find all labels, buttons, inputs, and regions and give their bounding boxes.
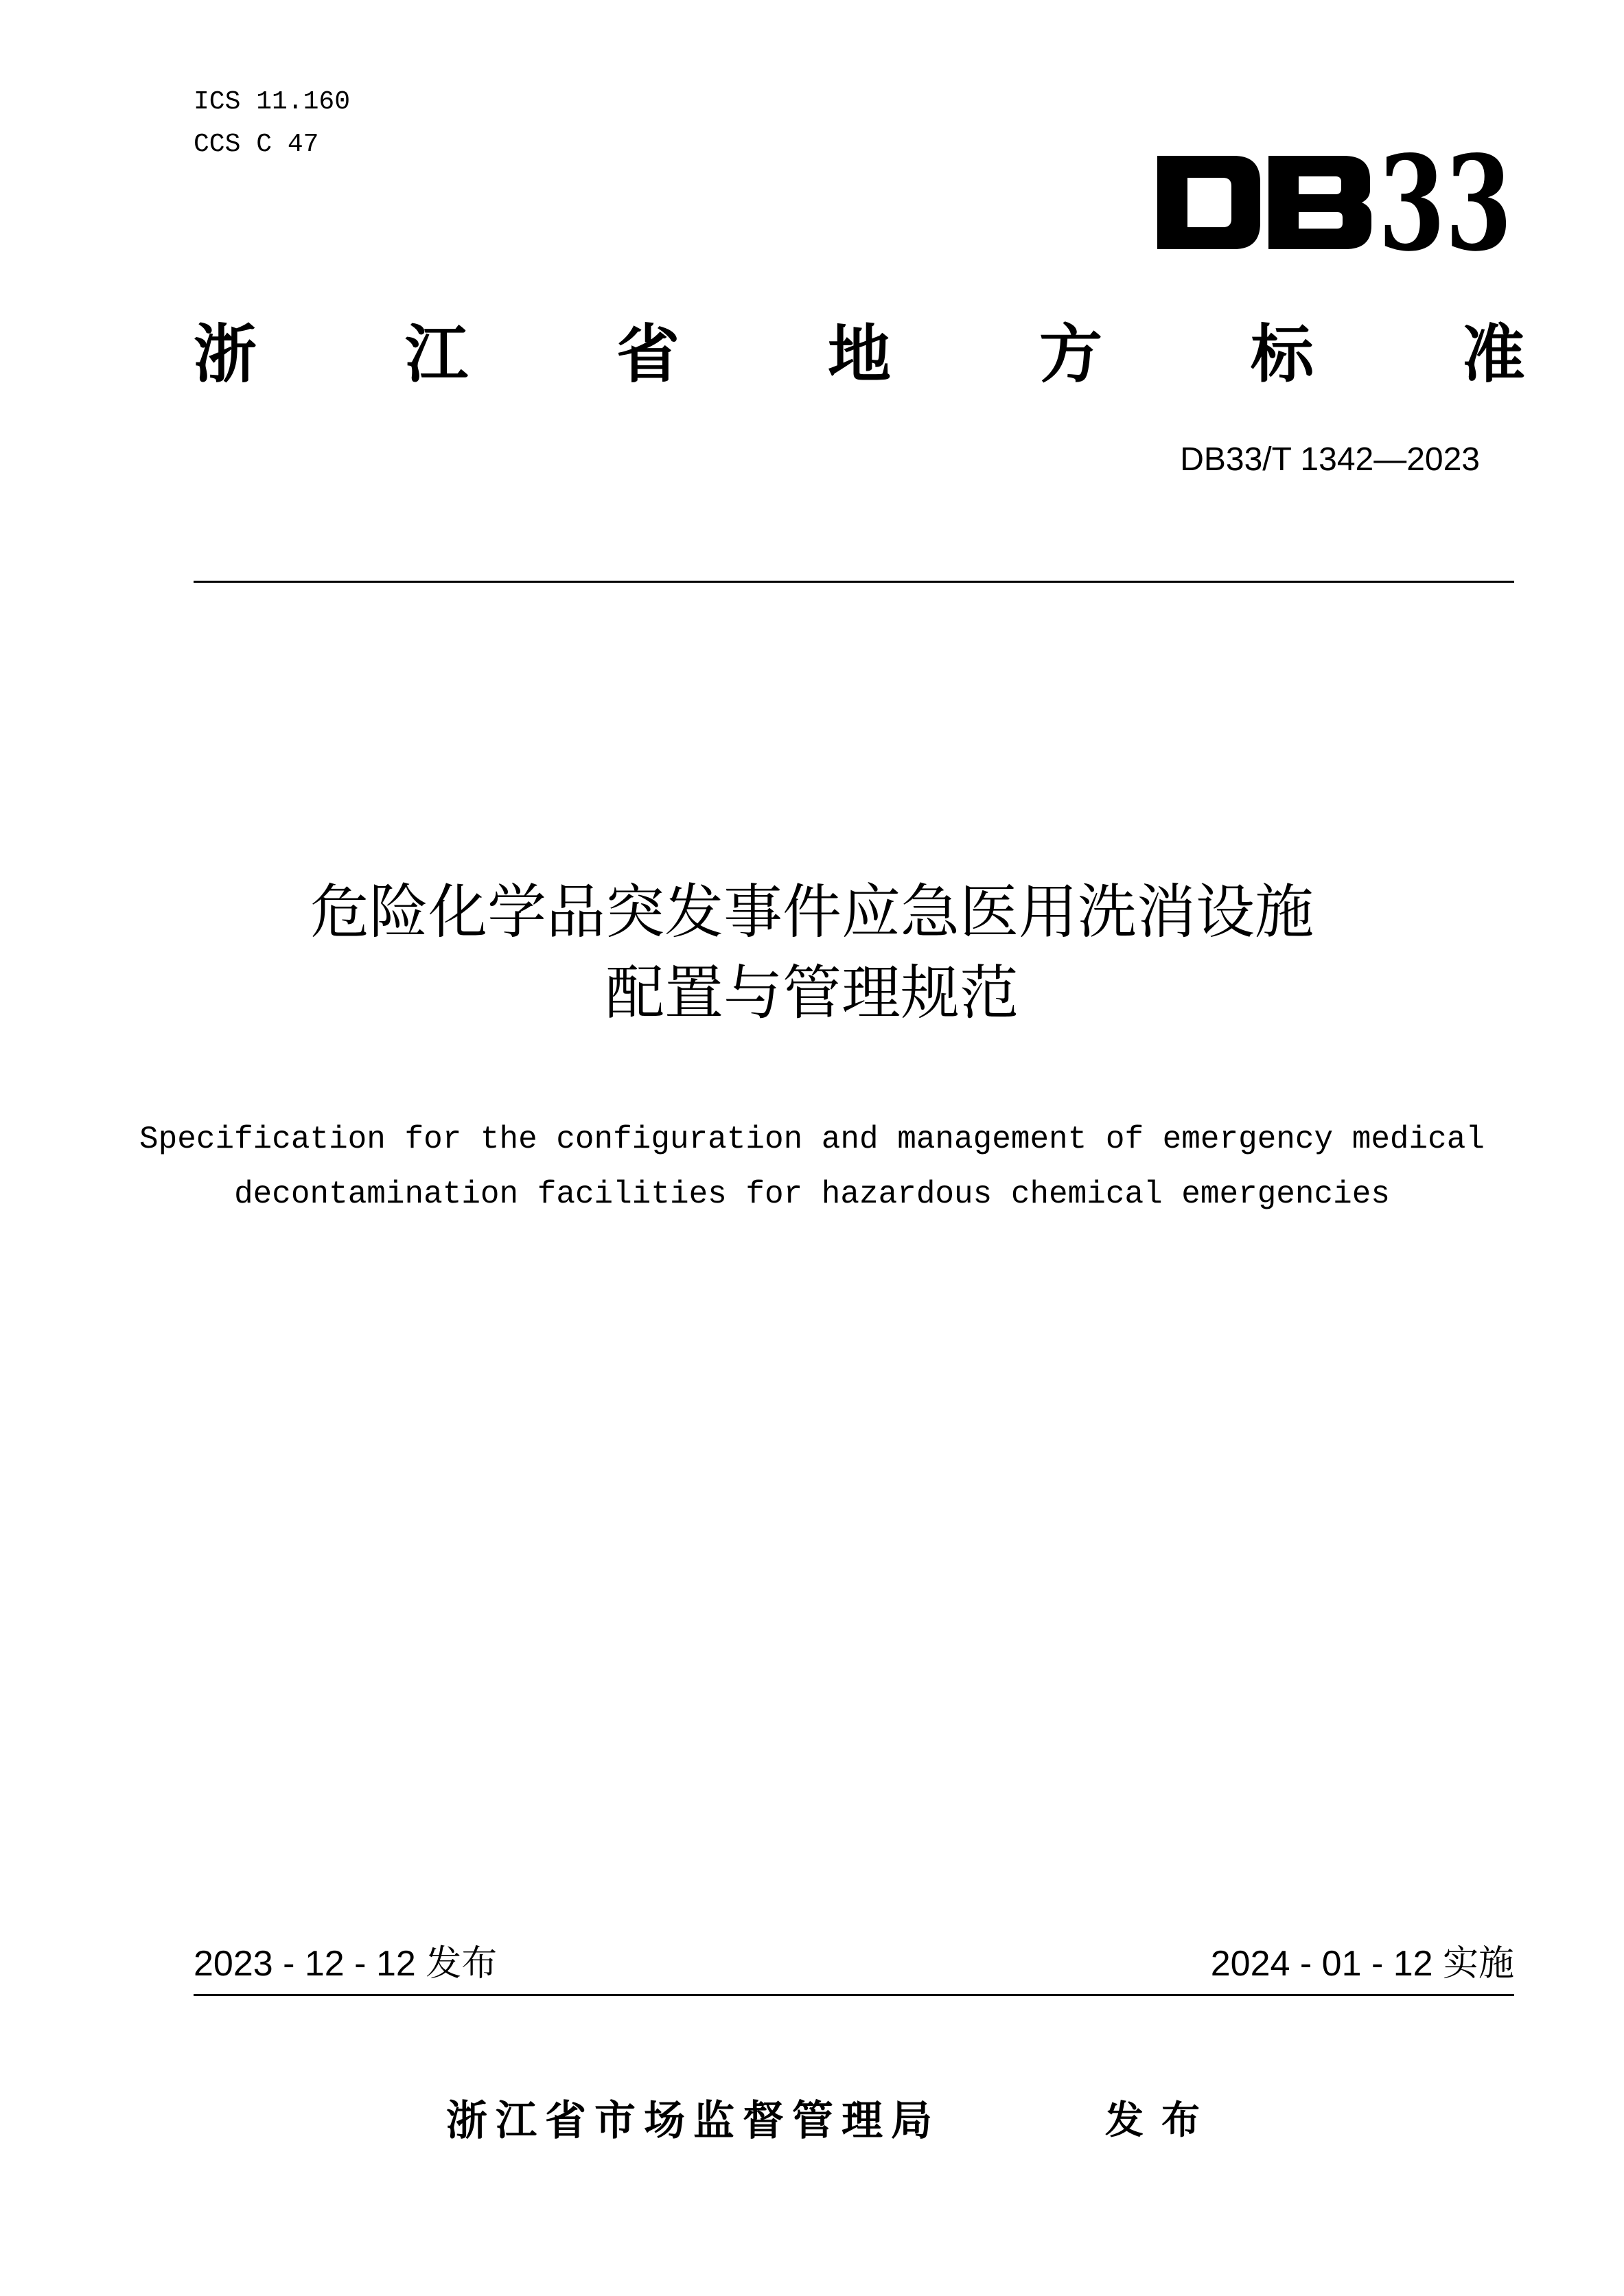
logo-letter-d [1157, 156, 1260, 249]
standard-type-char: 标 [1250, 318, 1314, 391]
publish-label: 发布 [1105, 2098, 1218, 2143]
logo-digits: 33 [1378, 127, 1512, 280]
standard-number: DB33/T 1342—2023 [1180, 441, 1480, 478]
standard-type-char: 方 [1039, 318, 1102, 391]
english-title-line-2: decontamination facilities for hazardous chemical emergencies [234, 1176, 1390, 1212]
top-divider [194, 581, 1514, 583]
ics-code: ICS 11.160 [194, 87, 351, 117]
standard-type-char: 江 [404, 318, 468, 391]
issue-date: 2023 - 12 - 12 发布 [194, 1944, 498, 1984]
standard-type-char: 省 [616, 318, 680, 391]
standard-type-char: 准 [1461, 318, 1525, 391]
chinese-title-line-1: 危险化学品突发事件应急医用洗消设施 [310, 878, 1314, 947]
logo-letter-b [1268, 156, 1371, 249]
english-title [0, 1112, 1624, 1222]
bottom-divider [194, 1994, 1514, 1996]
ccs-code: CCS C 47 [194, 130, 319, 159]
date-row [194, 1940, 1514, 1988]
publisher-name: 浙江省市场监督管理局 [446, 2097, 940, 2145]
db33-logo [1152, 127, 1512, 280]
implementation-date: 2024 - 01 - 12 实施 [1210, 1944, 1514, 1984]
standard-type-char: 浙 [194, 318, 257, 391]
chinese-title [0, 872, 1624, 1034]
classification-codes [194, 81, 350, 166]
english-title-line-1: Specification for the configuration and management of emergency medical [139, 1122, 1485, 1157]
standard-type-char: 地 [827, 318, 891, 391]
standard-type-title [194, 317, 1525, 393]
chinese-title-line-2: 配置与管理规范 [605, 959, 1019, 1028]
